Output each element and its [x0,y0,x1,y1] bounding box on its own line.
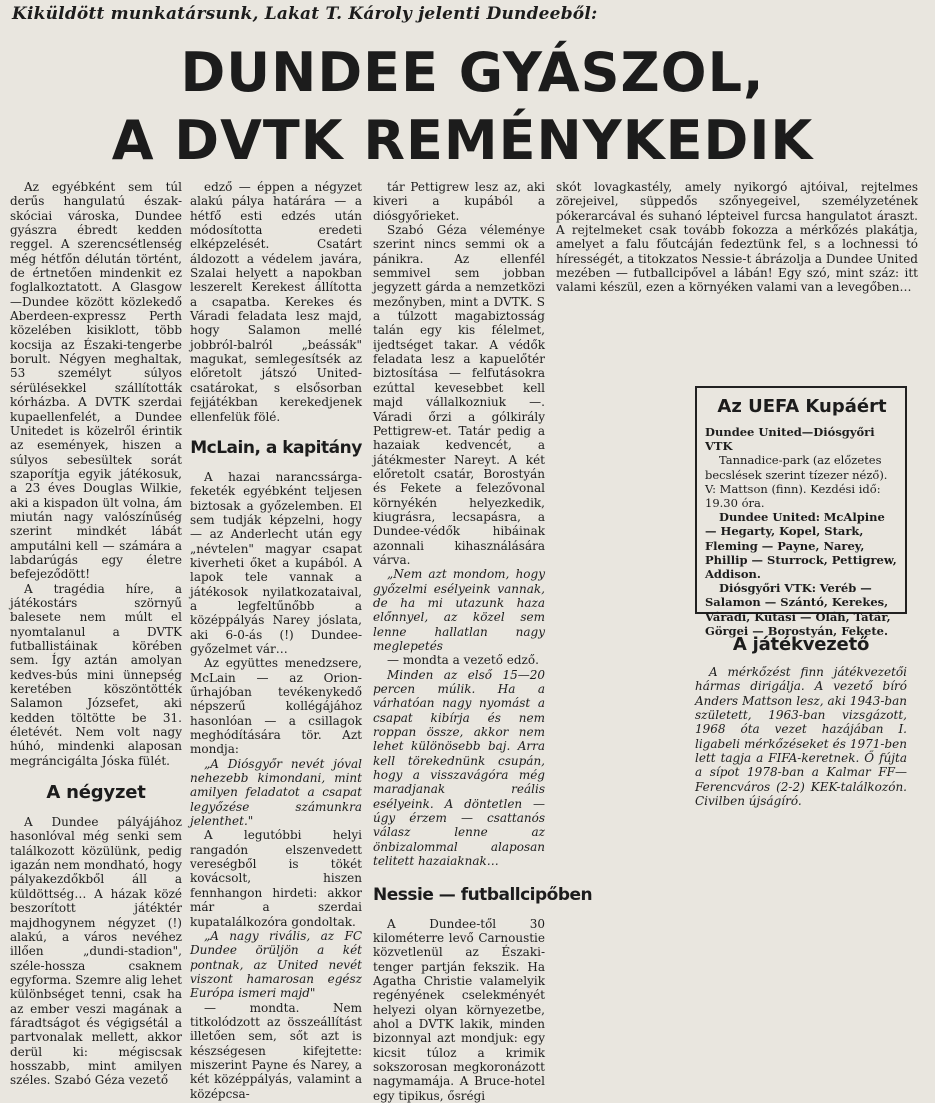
subheading-negyzet: A négyzet [46,782,146,804]
paragraph: skót lovagkastély, amely nyikorgó ajtóival, rejtelmes zörejeivel, süppedős szőnyegeivel, személyzetének pókerarcával és suhanó lépteivel furcsa hangulatot áraszt. A rejtelmeket csak tovább fokozza a mérkőzés plakátja, amelyet a falu főutcáján fedeztünk fel, s a lochnessi tó hírességét, a titokzatos Nessie-t ábrázolja a Dundee United mezében — futballcipővel a lábán! Egy szó, mint száz: itt valami készül, ezen a környéken valami van a levegőben… [556,180,918,295]
paragraph: A Dundee pályájához hasonlóval még senki sem találkozott közülünk, pedig igazán nem mondható, hogy pályakezdőkből áll a küldöttség… A házak közé beszorított játéktér majdhogynem négyzet (!) alakú, a város nevéhez illően „dundi-stadion", széle-hossza csaknem egyforma. Szemre alig lehet különbséget tenni, csak ha az ember veszi magának a fáradtságot és végigsétál a partvonalak mellett, akkor derül ki: mégiscsak hosszabb, mint amilyen széles. Szabó Géza vezető [10,815,182,1088]
uefa-cup-box [695,386,907,638]
paragraph: Az egyébként sem túl derűs hangulatú észak-skóciai városka, Dundee gyászra ébredt kedden reggel. A szerencsétlenség még hétfőn délután történt, de értnetően mindenkit ez foglalkoztatott. A Glasgow—Dundee között közlekedő Aberdeen-expressz Perth közelében kisiklott, több kocsija az Északi-tengerbe borult. Négyen meghaltak, 53 személyt súlyos sérülésekkel szállították kórházba. A DVTK szerdai kupaellenfelét, a Dundee Unitedet is közelről érintik az események, hiszen a súlyos sebesültek sorát szaporítja egyik játékosuk, a 23 éves Douglas Wilkie, aki a kispadon ült volna, ám miután nagy valószínűség szerint mindkét lábát amputálni kell — számára a labdarúgás egy életre befejeződött! [10,180,182,582]
paragraph: Szabó Géza véleménye szerint nincs semmi ok a pánikra. Az ellenfél semmivel sem jobban jegyzett gárda a nemzetközi mezőnyben, mint a DVTK. S a túlzott magabiztosság talán egy kis félelmet, ijedtséget takar. A védők feladata lesz a kapuelőtér biztosítása — felfutásokra ezúttal kevesebbet kell majd vállalkozniuk —. Váradi őrzi a gólkirály Pettigrew-et. Tatár pedig a hazaiak kedvencét, a játékmester Nareyt. A két előretolt csatár, Borostyán és Fekete a felezővonal környékén helyezkedik, kiugrásra, lecsapásra, a Dundee-védők hibáinak azonnali kihasználására várva. [373,223,545,567]
paragraph: A Dundee-től 30 kilométerre levő Carnoustie közvetlenül az Északi-tenger partján fekszik. Ha Agatha Christie valamelyik regényének cselekményét helyezi olyan környezetbe, ahol a DVTK lakik, minden bizonnyal azt mondjuk: egy kicsit túloz a krimik sokszorosan megkoronázott nagymamája. A Bruce-hotel egy tipikus, ősrégi [373,916,545,1103]
subheading-mclain: McLain, a kapitány [190,437,362,458]
paragraph: edző — éppen a négyzet alakú pálya határára — a hétfő esti edzés után módosította eredeti elképzelését. Csatárt áldozott a védelem javára, Szalai helyett a napokban leszerelt Kerekest állította a csapatba. Kerekes és Váradi feladata lesz majd, hogy Salamon mellé jobbról-balról „beássák" magukat, semlegesítsék az előretolt játszó United-csatárokat, s elsősorban fejjátékban kerekedjenek ellenfelük fölé. [190,180,362,424]
column-4-top [556,180,918,380]
match-info: Tannadice-park (az előzetes becslések szerint tízezer néző). V: Mattson (finn). Kezdési idő: 19.30 óra. [705,453,888,511]
headline-line-2: A DVTK REMÉNYKEDIK [111,109,814,172]
quote: „A nagy rivális, az FC Dundee örüljön a két pontnak, az United nevét viszont hamarosan egész Európa ismeri majd" [190,928,362,1001]
home-team-players: McAlpine — Hegarty, Kopel, Stark, Fleming — Payne, Narey, Phillip — Sturrock, Pettigrew, Addison. [705,510,897,582]
paragraph: A legutóbbi helyi rangadón elszenvedett vereségből is tökét kovácsolt, hiszen fennhangon hirdeti: akkor már a szerdai kupatalálkozóra gondoltak. [190,828,362,929]
uefa-box-title: Az UEFA Kupáért [717,396,887,417]
column-3 [373,180,593,1103]
away-team-label: Diósgyőri VTK: [719,581,817,596]
kicker-line: Kiküldött munkatársunk, Lakat T. Károly jelenti Dundeeből: [12,4,598,24]
paragraph: A tragédia híre, a játékostárs szörnyű balesete nem múlt el nyomtalanul a DVTK futballistáinak körében sem. Így aztán amolyan kedves-bús mini ünnepség keretében köszöntötték Salamon Józsefet, aki kedden töltötte be 31. életévét. Nem volt nagy húhó, mindenki alaposan megráncigálta Jóska fülét. [10,581,182,768]
paragraph: A hazai narancssárga-feketék egyébként teljesen biztosak a győzelemben. El sem tudják képzelni, hogy — az Anderlecht után egy „névtelen" magyar csapat kiverheti őket a kupából. A lapok tele vannak a játékosok nyilatkozataival, a legfeltűnőbb a középpályás Narey jóslata, aki 6-0-ás (!) Dundee-győzelmet vár… [190,469,362,656]
headline-line-1: DUNDEE GYÁSZOL, [180,41,765,104]
paragraph: — mondta a vezető edző. [387,653,539,668]
away-team-players: Veréb — Salamon — Szántó, Kerekes, Váradi, Kutasi — Oláh, Tatár, Görgei — Borostyán, Fekete. [705,581,891,638]
paragraph: Az együttes menedzsere, McLain — az Orion-űrhajóban tevékenykedő népszerű kollégájához hasonlóan — a csillagok meghódítására tör. Azt mondja: [190,656,362,757]
quote: Minden az első 15—20 percen múlik. Ha a várhatóan nagy nyomást a csapat kibírja és nem roppan össze, akkor nem lehet különösebb baj. Arra kell törekednünk csupán, hogy a visszavágóra még maradjanak reális esélyeink. A döntetlen — úgy érzem — csattanós válasz lenne az önbizalommal alaposan telitett hazaiaknak… [373,667,545,869]
paragraph: A mérkőzést finn játékvezetői hármas dirigálja. A vezető bíró Anders Mattson lesz, aki 1943-ban született, 1963-ban vizsgázott, 1968 óta vezet hazájában I. ligabeli mérkőzéseket és 1971-ben lett tagja a FIFA-keretnek. Ő fújta a sípot 1978-ban a Kalmar FF—Ferencváros (2-2) KEK-találkozón. Civilben újságíró. [695,665,907,809]
subheading-referee: A játékvezető [732,634,870,655]
home-lineup [705,510,899,581]
referee-section [695,628,907,890]
column-2 [190,180,362,1101]
quote: „Nem azt mondom, hogy győzelmi esélyeink vannak, de ha mi utazunk haza előnnyel, az közel sem lenne hallatlan nagy meglepetés [373,567,545,653]
paragraph: tár Pettigrew lesz az, aki kiveri a kupából a diósgyőrieket. [373,180,545,223]
subheading-nessie: Nessie — futballcipőben [373,884,593,905]
column-1 [10,180,182,1088]
home-team-label: Dundee United: [719,510,821,525]
paragraph: — mondta. Nem titkolódzott az összeállítást illetően sem, sőt azt is készségesen kifejtette: miszerint Payne és Narey, a két középpályás, valamint a középcsa- [190,1000,362,1101]
match-title: Dundee United—Diósgyőri VTK [705,425,875,454]
quote: „A Diósgyőr nevét jóval nehezebb kimondani, mint amilyen feladatot a csapat legyőzése számunkra jelenthet." [190,756,362,829]
